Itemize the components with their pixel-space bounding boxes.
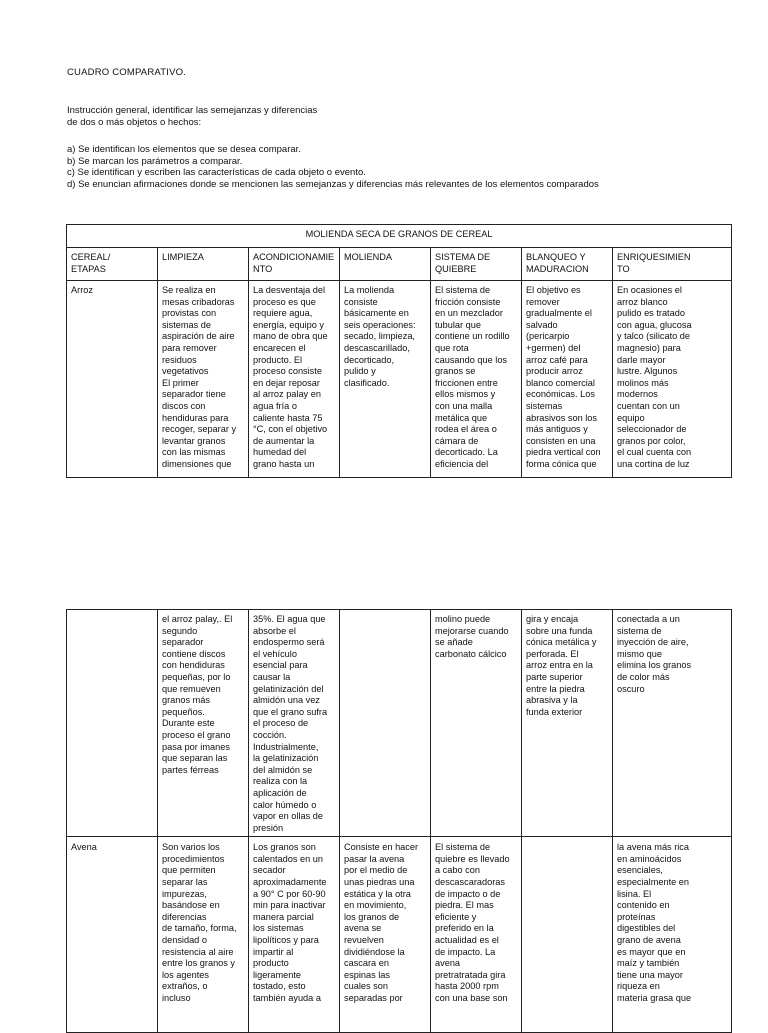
header-cell: ACONDICIONAMIE NTO xyxy=(249,248,340,281)
page-break-gap xyxy=(66,475,731,605)
table-cell xyxy=(67,610,158,837)
table-cell: Los granos son calentados en un secador aproximadamente a 90° C por 60-90 min para inactivar manera parcial los sistemas lipolíticos y para impartir al producto ligeramente tostado, esto también ayuda a xyxy=(249,837,340,1033)
table-cell: molino puede mejorarse cuando se añade carbonato cálcico xyxy=(431,610,522,837)
table-cell: gira y encaja sobre una funda cónica metálica y perforada. El arroz entra en la parte superior entre la piedra abrasiva y la funda exterior xyxy=(522,610,613,837)
table-row xyxy=(67,610,732,837)
document-title: CUADRO COMPARATIVO. xyxy=(67,67,187,78)
comparison-table-page2 xyxy=(66,609,732,1033)
table-cell: El objetivo es remover gradualmente el salvado (pericarpio +germen) del arroz café para producir arroz blanco comercial económicas. Los sistemas abrasivos son los más antiguos y consisten en una piedra vertical con forma cónica que xyxy=(522,281,613,478)
comparison-table-page1 xyxy=(66,224,732,478)
table-cell: Consiste en hacer pasar la avena por el medio de unas piedras una estática y la otra en movimiento, los granos de avena se revuelven dividiéndose la cascara en espinas las cuales son separadas por xyxy=(340,837,431,1033)
table-cell: Se realiza en mesas cribadoras provistas con sistemas de aspiración de aire para remover residuos vegetativos El primer separador tiene discos con hendiduras para recoger, separar y levantar granos con las mismas dimensiones que xyxy=(158,281,249,478)
header-cell: LIMPIEZA xyxy=(158,248,249,281)
table-cell: Avena xyxy=(67,837,158,1033)
table-title-row xyxy=(67,225,732,248)
table-header-row xyxy=(67,248,732,281)
instruction-steps: a) Se identifican los elementos que se desea comparar. b) Se marcan los parámetros a comparar. c) Se identifican y escriben las características de cada objeto o evento. d) Se enuncian afirmaciones donde se mencionen las semejanzas y diferencias más relevantes de los elementos comparados xyxy=(67,144,599,190)
table-cell: conectada a un sistema de inyección de aire, mismo que elimina los granos de color más oscuro xyxy=(613,610,732,837)
header-cell: ENRIQUESIMIEN TO xyxy=(613,248,732,281)
general-instruction: Instrucción general, identificar las semejanzas y diferencias de dos o más objetos o hechos: xyxy=(67,105,318,128)
header-cell: MOLIENDA xyxy=(340,248,431,281)
table-cell: Arroz xyxy=(67,281,158,478)
table-row xyxy=(67,837,732,1033)
table-cell xyxy=(340,610,431,837)
table-cell xyxy=(522,837,613,1033)
table-cell: 35%. El agua que absorbe el endospermo será el vehículo esencial para causar la gelatinización del almidón una vez que el grano sufra el proceso de cocción. Industrialmente, la gelatinización del almidón se realiza con la aplicación de calor húmedo o vapor en ollas de presión xyxy=(249,610,340,837)
table-cell: En ocasiones el arroz blanco pulido es tratado con agua, glucosa y talco (silicato de magnesio) para darle mayor lustre. Algunos molinos más modernos cuentan con un equipo seleccionador de granos por color, el cual cuenta con una cortina de luz xyxy=(613,281,732,478)
table-cell: El sistema de fricción consiste en un mezclador tubular que contiene un rodillo que rota causando que los granos se friccionen entre ellos mismos y con una malla metálica que rodea el área o cámara de decorticado. La eficiencia del xyxy=(431,281,522,478)
table-cell: la avena más rica en aminoácidos esenciales, especialmente en lisina. El contenido en proteínas digestibles del grano de avena es mayor que en maíz y también tiene una mayor riqueza en materia grasa que xyxy=(613,837,732,1033)
table-cell: el arroz palay,. El segundo separador contiene discos con hendiduras pequeñas, por lo que remueven granos más pequeños. Durante este proceso el grano pasa por imanes que separan las partes férreas xyxy=(158,610,249,837)
table-cell: La molienda consiste básicamente en seis operaciones: secado, limpieza, descascarillado, decorticado, pulido y clasificado. xyxy=(340,281,431,478)
table-title: MOLIENDA SECA DE GRANOS DE CEREAL xyxy=(67,225,732,248)
header-cell: SISTEMA DE QUIEBRE xyxy=(431,248,522,281)
table-cell: El sistema de quiebre es llevado a cabo con descascaradoras de impacto o de piedra. El mas eficiente y preferido en la actualidad es el de impacto. La avena pretratratada gira hasta 2000 rpm con una base son xyxy=(431,837,522,1033)
table-row xyxy=(67,281,732,478)
table-cell: Son varios los procedimientos que permiten separar las impurezas, basándose en diferencias de tamaño, forma, densidad o resistencia al aire entre los granos y los agentes extraños, o incluso xyxy=(158,837,249,1033)
header-cell: BLANQUEO Y MADURACION xyxy=(522,248,613,281)
table-cell: La desventaja del proceso es que requiere agua, energía, equipo y mano de obra que encarecen el producto. El proceso consiste en dejar reposar al arroz palay en agua fría o caliente hasta 75 °C, con el objetivo de aumentar la humedad del grano hasta un xyxy=(249,281,340,478)
header-cell: CEREAL/ ETAPAS xyxy=(67,248,158,281)
